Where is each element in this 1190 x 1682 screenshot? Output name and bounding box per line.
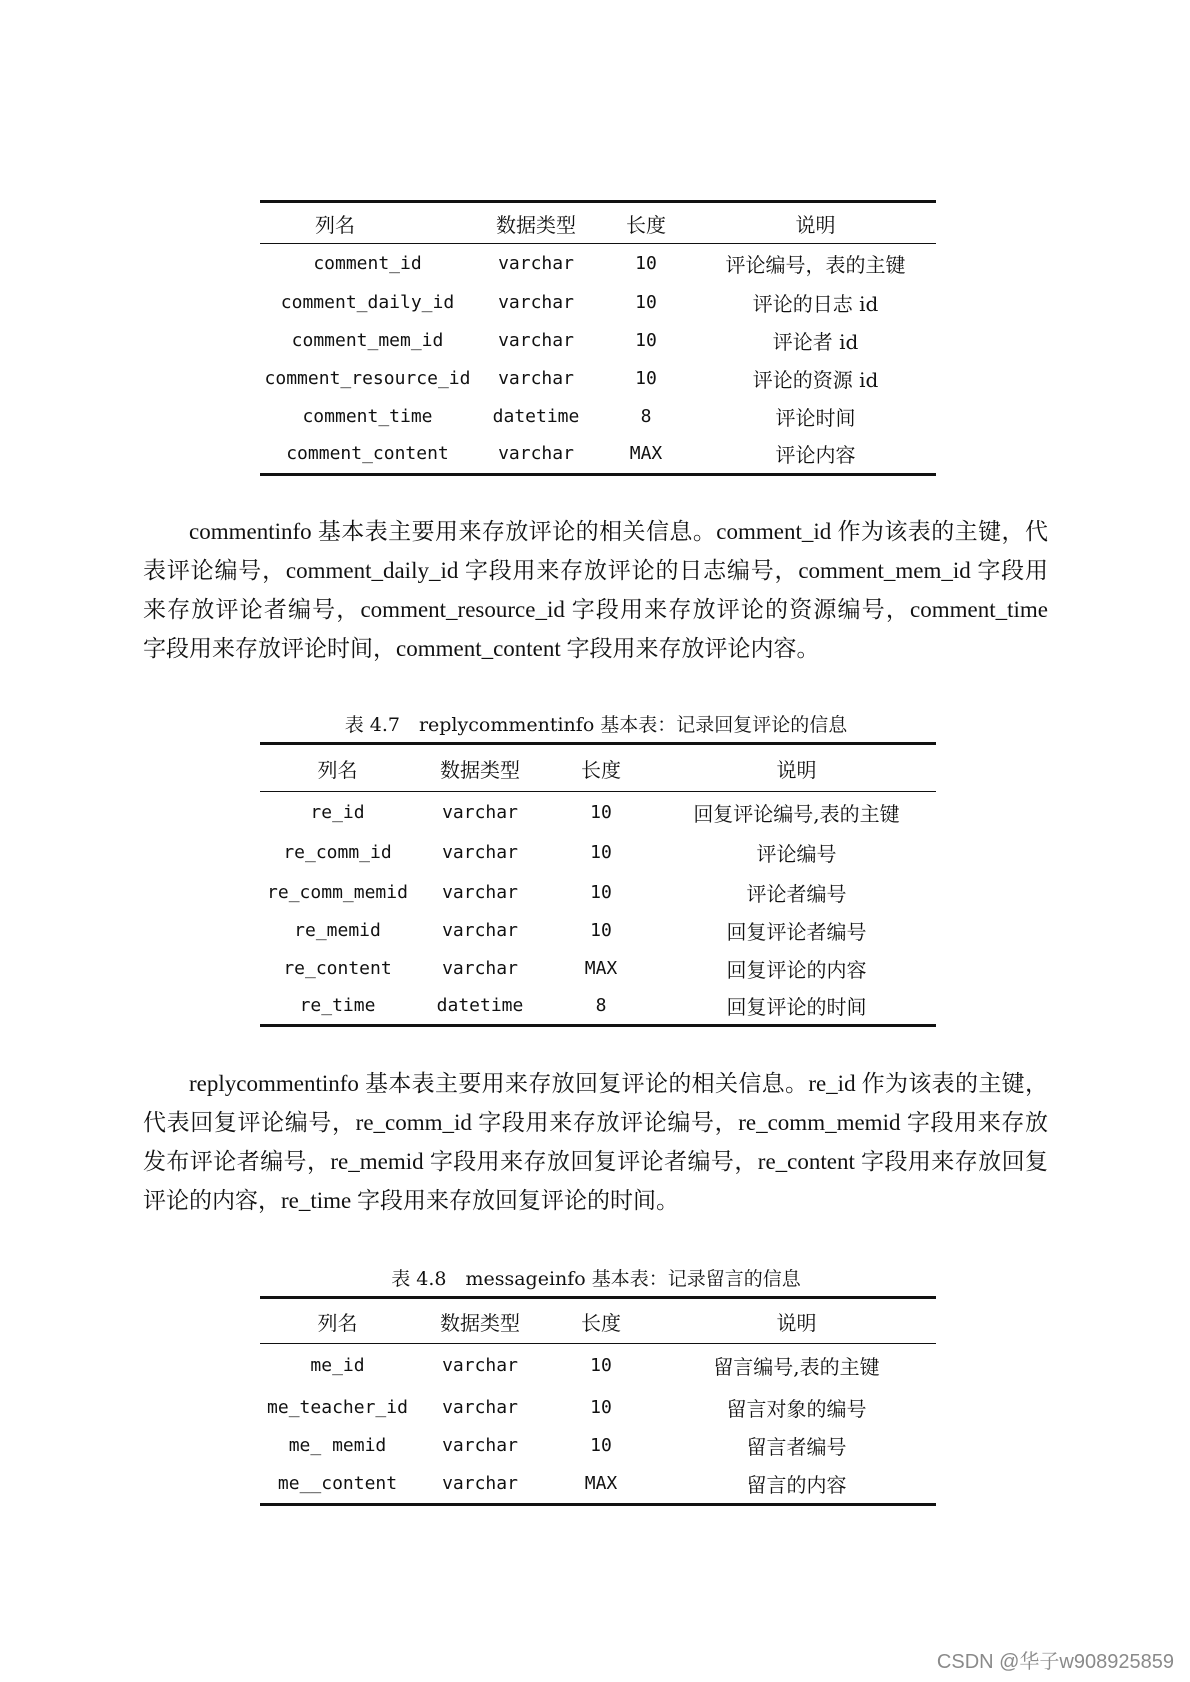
cell-type: varchar [442, 1435, 518, 1456]
cell-name: comment_mem_id [291, 330, 444, 351]
csdn-watermark: CSDN @华子w908925859 [936, 1651, 1174, 1673]
table-row [260, 398, 936, 435]
cell-name: me__content [277, 1473, 398, 1495]
cell-len: 10 [590, 920, 612, 941]
table-commentinfo [260, 200, 936, 476]
cell-type: datetime [492, 405, 580, 427]
cell-desc: 评论内容 [775, 443, 856, 468]
header-desc: 说明 [776, 1310, 817, 1335]
header-data-type: 数据类型 [496, 212, 576, 237]
cell-type: varchar [442, 801, 518, 823]
cell-len: 10 [635, 291, 657, 313]
cell-len: 10 [590, 842, 612, 863]
cell-desc: 评论的日志 id [752, 291, 879, 316]
header-col-name: 列名 [317, 757, 358, 782]
cell-name: re_id [310, 801, 365, 823]
cell-len: 10 [590, 1396, 612, 1418]
cell-desc: 评论者编号 [746, 881, 847, 906]
table-header-row [260, 202, 936, 244]
header-data-type: 数据类型 [440, 1310, 520, 1335]
table-row [260, 435, 936, 475]
cell-desc: 留言的内容 [746, 1473, 847, 1498]
cell-desc: 评论编号 [756, 842, 837, 866]
header-data-type: 数据类型 [440, 757, 520, 782]
table-row [260, 950, 936, 988]
header-desc: 说明 [795, 212, 836, 237]
table-row [260, 1427, 936, 1465]
table-row [260, 792, 936, 833]
table-row [260, 360, 936, 398]
cell-desc: 回复评论的内容 [726, 958, 867, 982]
table-row [260, 283, 936, 322]
cell-name: re_comm_memid [267, 881, 408, 903]
header-col-name: 列名 [315, 212, 355, 237]
header-length: 长度 [581, 757, 621, 782]
cell-len: 10 [590, 801, 612, 823]
table-row [260, 833, 936, 873]
cell-len: MAX [629, 443, 663, 465]
cell-len: 8 [595, 995, 607, 1017]
cell-desc: 评论的资源 id [752, 368, 879, 392]
table-messageinfo [260, 1296, 936, 1506]
cell-type: datetime [436, 995, 524, 1017]
cell-len: 8 [640, 405, 652, 427]
cell-name: re_memid [294, 920, 381, 941]
cell-type: varchar [498, 443, 574, 465]
cell-type: varchar [442, 881, 518, 903]
cell-name: me_teacher_id [267, 1396, 408, 1418]
header-desc: 说明 [776, 757, 817, 782]
cell-type: varchar [442, 1355, 518, 1377]
cell-type: varchar [498, 368, 574, 389]
table-row [260, 1465, 936, 1505]
cell-type: varchar [498, 330, 574, 351]
header-length: 长度 [626, 212, 666, 237]
table-header-row [260, 1298, 936, 1344]
cell-type: varchar [442, 1396, 518, 1418]
table-caption: 表 4.8 messageinfo 基本表：记录留言的信息 [391, 1268, 801, 1290]
cell-len: 10 [590, 1435, 612, 1456]
cell-type: varchar [442, 920, 518, 941]
cell-type: varchar [442, 842, 518, 863]
cell-name: comment_time [302, 405, 433, 427]
cell-len: MAX [584, 1473, 618, 1495]
table-row [260, 988, 936, 1026]
table-row [260, 1388, 936, 1427]
cell-name: re_time [299, 995, 376, 1017]
cell-name: comment_content [286, 443, 449, 465]
cell-desc: 评论时间 [775, 405, 856, 430]
paragraph-commentinfo: commentinfo 基本表主要用来存放评论的相关信息。comment_id 作为该表的主键，代表评论编号，comment_daily_id 字段用来存放评论的日志编号，comment_mem_id 字段用来存放评论者编号，comment_resource_id 字段用来存放评论的资源编号，comment_time 字段用来存放评论时间，comment_content 字段用来存放评论内容。 [143, 519, 1048, 661]
cell-type: varchar [442, 958, 518, 979]
cell-len: 10 [635, 368, 657, 389]
table-row [260, 873, 936, 912]
cell-len: 10 [590, 1355, 612, 1377]
paragraph-replycommentinfo: replycommentinfo 基本表主要用来存放回复评论的相关信息。re_id 作为该表的主键，代表回复评论编号，re_comm_id 字段用来存放评论编号，re_comm_memid 字段用来存放发布评论者编号，re_memid 字段用来存放回复评论者编号，re_content 字段用来存放回复评论的内容，re_time 字段用来存放回复评论的时间。 [143, 1071, 1048, 1213]
cell-name: comment_daily_id [280, 291, 455, 313]
cell-len: 10 [635, 330, 657, 351]
cell-desc: 回复评论编号,表的主键 [693, 801, 900, 826]
cell-desc: 评论者 id [772, 330, 859, 354]
table-row [260, 244, 936, 283]
cell-desc: 留言编号,表的主键 [713, 1355, 880, 1380]
header-length: 长度 [581, 1310, 621, 1335]
cell-name: comment_resource_id [264, 368, 471, 389]
cell-len: MAX [584, 958, 618, 979]
header-col-name: 列名 [317, 1310, 358, 1335]
cell-len: 10 [590, 881, 612, 903]
cell-desc: 评论编号，表的主键 [725, 252, 906, 277]
cell-type: varchar [442, 1473, 518, 1495]
cell-name: comment_id [313, 252, 422, 274]
cell-desc: 留言者编号 [746, 1435, 847, 1459]
cell-type: varchar [498, 291, 574, 313]
table-replycommentinfo [260, 742, 936, 1027]
cell-name: me_id [310, 1355, 365, 1377]
table-caption: 表 4.7 replycommentinfo 基本表：记录回复评论的信息 [344, 714, 848, 736]
table-row [260, 912, 936, 950]
cell-name: me_ memid [288, 1435, 387, 1456]
cell-name: re_content [283, 958, 392, 979]
cell-name: re_comm_id [283, 842, 392, 863]
table-header-row [260, 744, 936, 792]
cell-type: varchar [498, 252, 574, 274]
cell-desc: 回复评论者编号 [726, 920, 867, 944]
cell-len: 10 [635, 252, 657, 274]
table-row [260, 1344, 936, 1388]
table-row [260, 322, 936, 360]
cell-desc: 留言对象的编号 [726, 1396, 867, 1421]
cell-desc: 回复评论的时间 [726, 995, 867, 1020]
